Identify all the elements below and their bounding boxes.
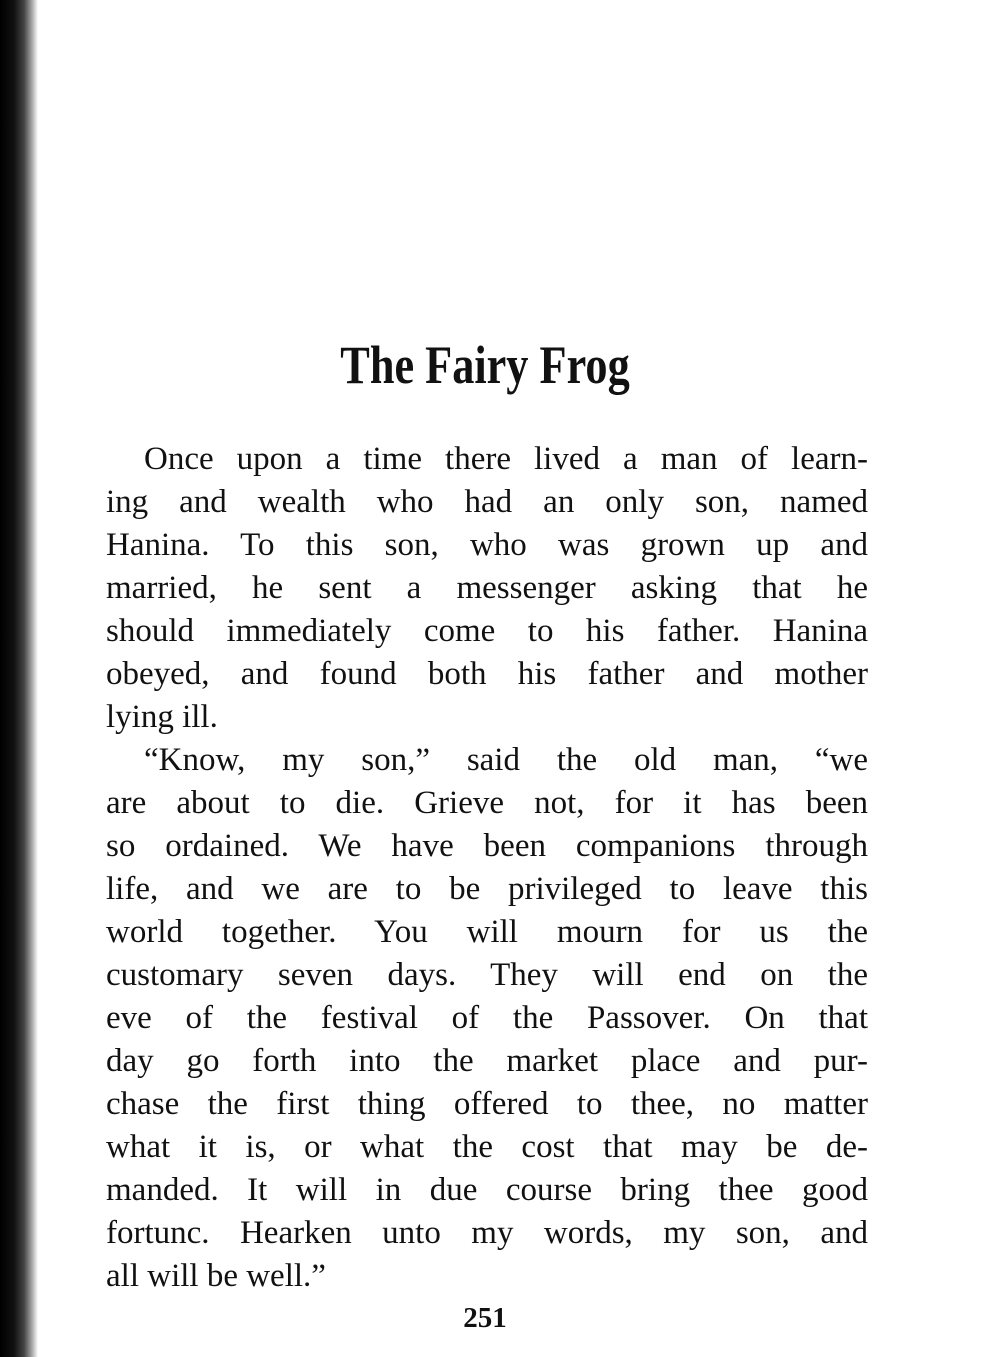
page-number: 251 — [463, 1302, 507, 1334]
text-line: life, and we are to be privileged to leave this — [106, 871, 868, 907]
text-line: so ordained. We have been companions through — [106, 828, 868, 864]
text-line: lying ill. — [106, 699, 218, 735]
book-spine-shadow — [0, 0, 38, 1357]
text-line: married, he sent a messenger asking that he — [106, 570, 868, 606]
text-line: manded. It will in due course bring thee good — [106, 1172, 868, 1208]
text-line: “Know, my son,” said the old man, “we — [144, 742, 868, 778]
text-line: what it is, or what the cost that may be de- — [106, 1129, 868, 1165]
text-line: should immediately come to his father. Hanina — [106, 613, 868, 649]
text-line: day go forth into the market place and pur- — [106, 1043, 868, 1079]
text-line: Hanina. To this son, who was grown up and — [106, 527, 868, 563]
text-line: all will be well.” — [106, 1258, 326, 1294]
text-line: customary seven days. They will end on the — [106, 957, 868, 993]
text-line: Once upon a time there lived a man of learn- — [144, 441, 868, 477]
text-line: world together. You will mourn for us the — [106, 914, 868, 950]
text-line: ing and wealth who had an only son, named — [106, 484, 868, 520]
text-line: fortunc. Hearken unto my words, my son, and — [106, 1215, 868, 1251]
page-title: The Fairy Frog — [340, 335, 630, 395]
text-line: eve of the festival of the Passover. On that — [106, 1000, 868, 1036]
text-line: are about to die. Grieve not, for it has been — [106, 785, 868, 821]
text-line: obeyed, and found both his father and mother — [106, 656, 868, 692]
text-line: chase the first thing offered to thee, no matter — [106, 1086, 868, 1122]
body-text — [106, 438, 868, 1298]
